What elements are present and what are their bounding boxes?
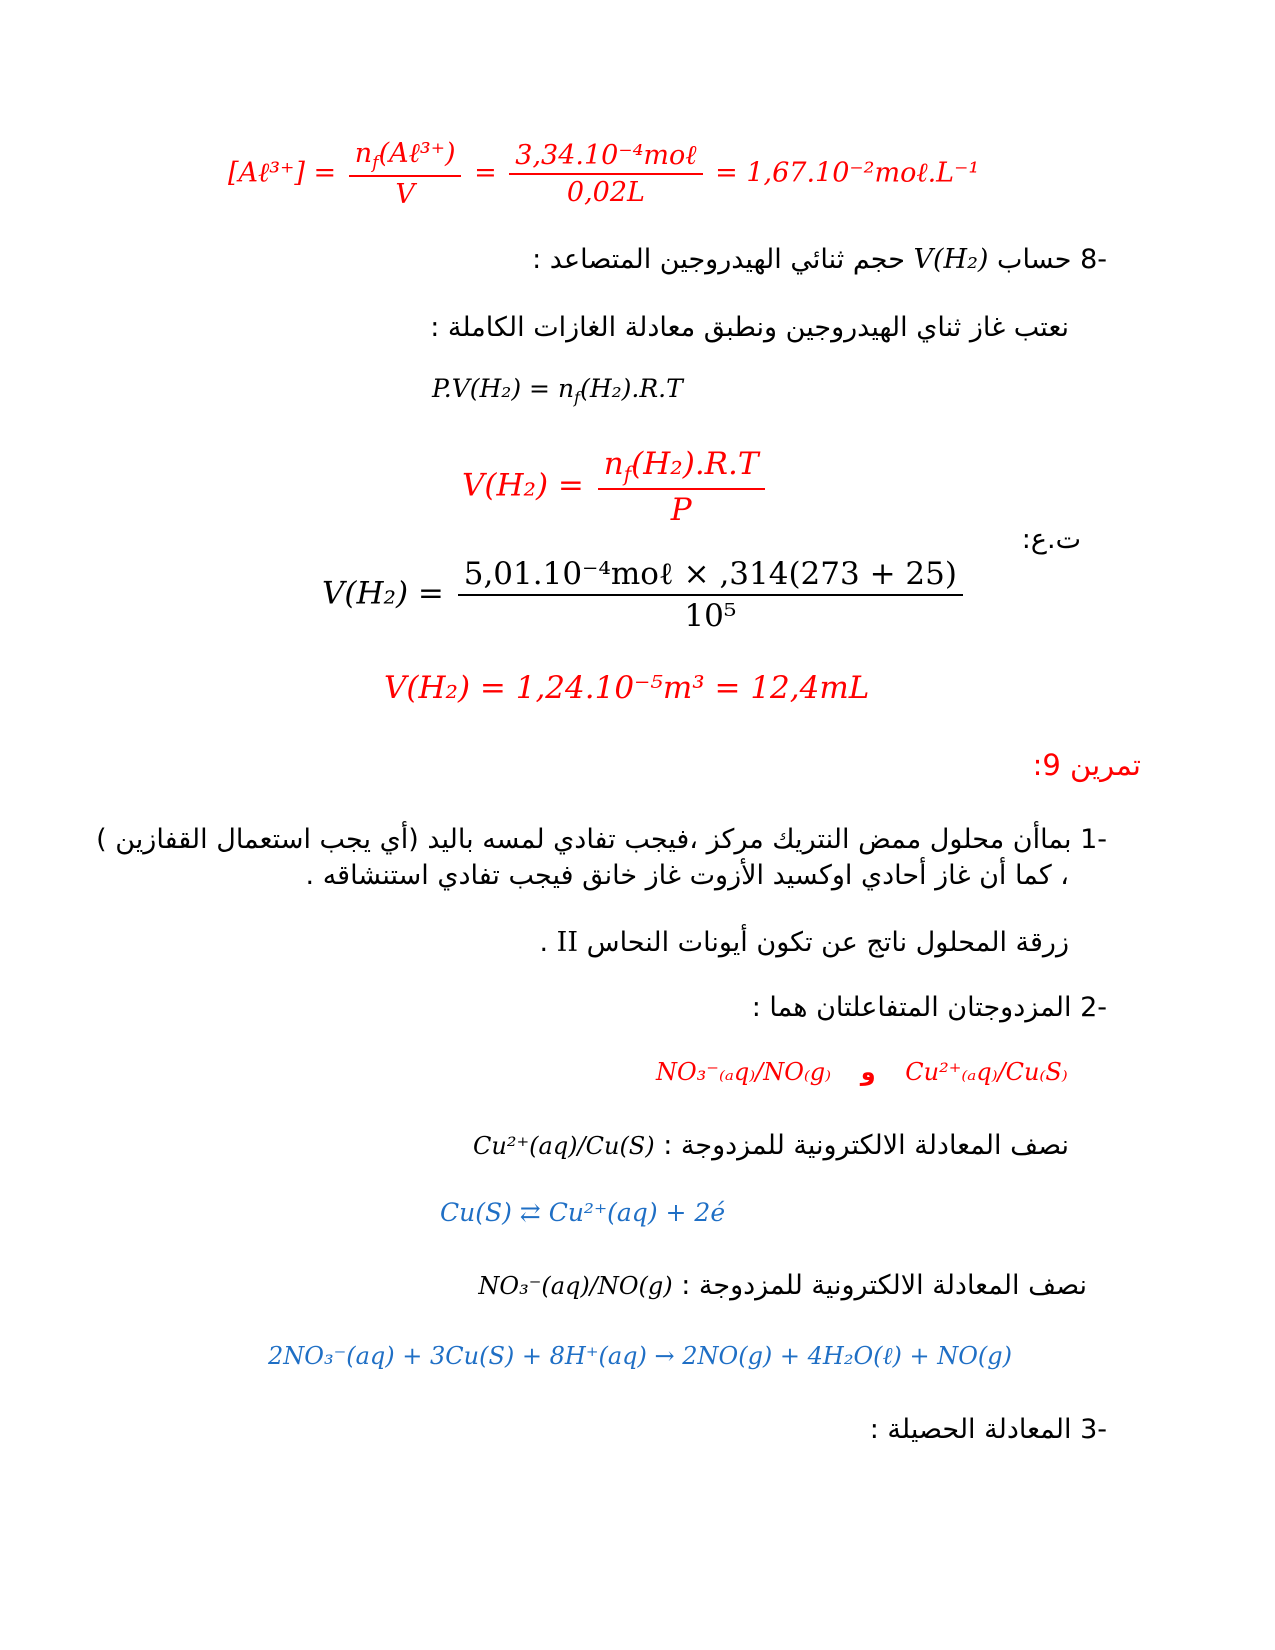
question-1-line2: ، كما أن غاز أحادي اوكسيد الأزوت غاز خانق فيجب تفادي استنشاقه . xyxy=(305,860,1069,891)
fraction-numeric: $\frac{\text{3,34.10⁻⁴moℓ}}{0,02L}$ xyxy=(509,140,702,208)
fraction-numeric-volume: $\frac{\text{5,01.10⁻⁴moℓ × ,314(273 + 25)}}{\text{10⁵}}$ xyxy=(458,556,963,634)
couple-nitrate: NO₃⁻₍ₐq₎/NO₍g₎ xyxy=(656,1058,832,1086)
redox-couples: NO₃⁻₍ₐq₎/NO₍g₎ و Cu²⁺₍ₐq₎/Cu₍S₎ xyxy=(656,1058,1068,1086)
equation-ideal-gas: $P.V(H_2) = n_f(H_2).R.T$ xyxy=(432,374,683,407)
question-1-prefix: -1 xyxy=(1080,824,1107,855)
solution-color-note: زرقة المحلول ناتج عن تكون أيونات النحاس II . xyxy=(539,927,1069,958)
exercise-9-title: تمرين 9: xyxy=(1032,748,1141,782)
numeric-application-label: ت.ع: xyxy=(1021,524,1081,555)
equation-al-concentration: [Aℓ³⁺] = $\frac{n_f(A\ell^{3+})}{V}$ = $\frac{\text{3,34.10⁻⁴moℓ}}{0,02L}$ = 1,67.10⁻²moℓ.L⁻¹ xyxy=(228,138,980,211)
fraction-nrt-over-p: $\frac{n_f(H_2).R.T}{P}$ xyxy=(598,446,765,528)
half-equation-1: Cu(S) ⇄ Cu²⁺(aq) + 2é xyxy=(440,1198,726,1227)
equation-volume-formula: V(H₂) = $\frac{n_f(H_2).R.T}{P}$ xyxy=(462,446,769,528)
ideal-gas-intro: نعتب غاز ثناي الهيدروجين ونطبق معادلة الغازات الكاملة : xyxy=(430,312,1069,343)
half-equation-1-label: نصف المعادلة الالكترونية للمزدوجة : Cu²⁺(aq)/Cu(S) xyxy=(473,1130,1069,1161)
question-3-prefix: -3 xyxy=(1080,1414,1107,1445)
couple-copper: Cu²⁺₍ₐq₎/Cu₍S₎ xyxy=(905,1058,1068,1086)
al-lhs: [Aℓ³⁺] xyxy=(228,157,305,189)
question-3-heading: -3 المعادلة الحصيلة : xyxy=(869,1414,1107,1445)
half-equation-2: 2NO₃⁻(aq) + 3Cu(S) + 8H⁺(aq) → 2NO(g) + 4H₂O(ℓ) + NO(g) xyxy=(268,1342,1013,1370)
fraction-n-over-v: $\frac{n_f(A\ell^{3+})}{V}$ xyxy=(349,138,462,210)
question-2-heading: -2 المزدوجتان المتفاعلتان هما : xyxy=(751,992,1107,1023)
step-8-math: V(H₂) xyxy=(913,244,989,275)
equation-volume-numeric: V(H₂) = $\frac{\text{5,01.10⁻⁴moℓ × ,314(273 + 25)}}{\text{10⁵}}$ xyxy=(322,556,967,634)
al-result: = 1,67.10⁻²moℓ.L⁻¹ xyxy=(715,157,980,189)
step-8-heading: -8 حساب V(H₂) حجم ثنائي الهيدروجين المتصاعد : xyxy=(532,244,1107,275)
question-1-line1: -1 بماأن محلول ممض النتريك مركز ،فيجب تفادي لمسه باليد (أي يجب استعمال القفازين ) xyxy=(96,824,1107,855)
question-2-prefix: -2 xyxy=(1080,992,1107,1023)
equation-volume-result: V(H₂) = 1,24.10⁻⁵m³ = 12,4mL xyxy=(384,670,870,706)
step-8-prefix: -8 xyxy=(1080,244,1107,275)
half-equation-2-label: نصف المعادلة الالكترونية للمزدوجة : NO₃⁻(aq)/NO(g) xyxy=(478,1270,1087,1301)
